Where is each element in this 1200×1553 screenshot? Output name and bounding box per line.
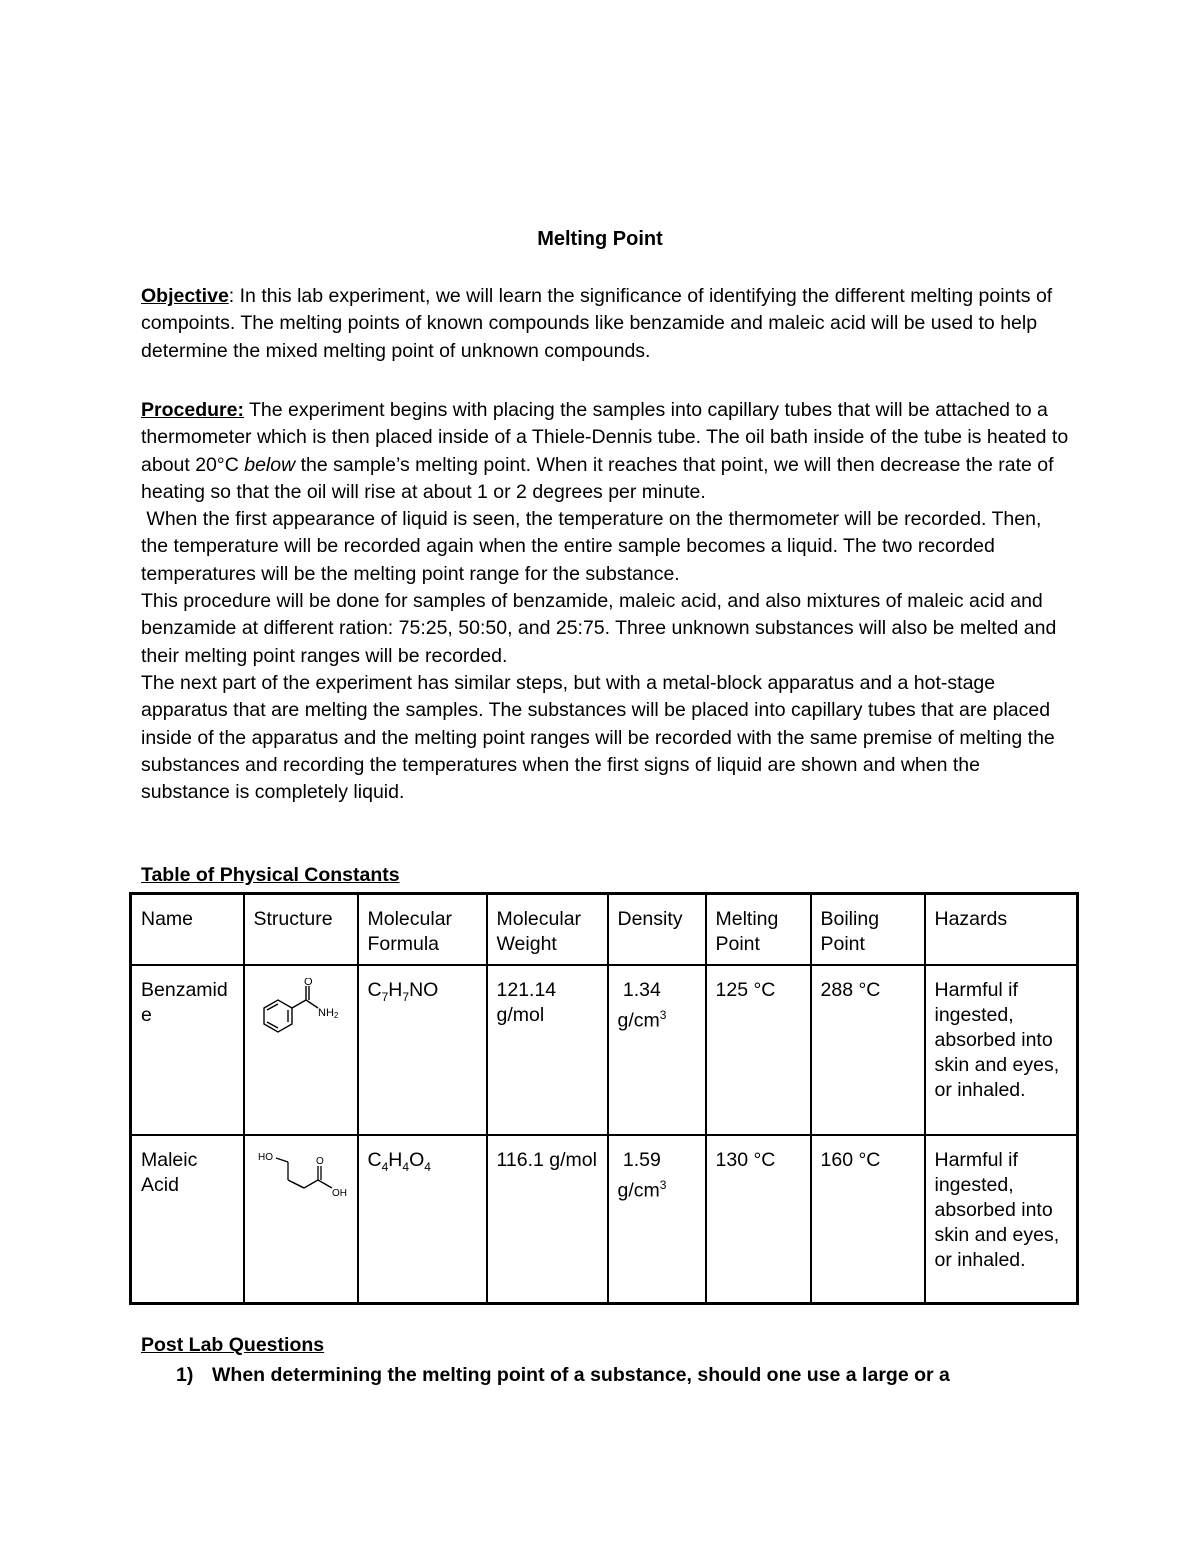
maleic-acid-structure-image — [254, 1148, 350, 1208]
hazards-cell: Harmful if ingested, absorbed into skin and eyes, or inhaled. — [925, 965, 1078, 1135]
procedure-paragraph-3: This procedure will be done for samples of benzamide, maleic acid, and also mixtures of maleic acid and benzamide at different ration: 75:25, 50:50, and 25:75. Three unknown substances will also be melted and their melting point ranges will be recorded. — [141, 590, 1057, 667]
post-lab-question-1 — [176, 1364, 950, 1387]
procedure-colon: : — [237, 399, 244, 421]
header-cell: Melting Point — [706, 894, 811, 966]
table-header-row — [131, 894, 1078, 966]
physical-constants-table — [129, 892, 1079, 1305]
page-title: Melting Point — [537, 228, 663, 250]
header-cell: Molecular Formula — [358, 894, 487, 966]
table-row — [131, 965, 1078, 1135]
procedure-text-b: the sample’s melting point. When it reaches that point, we will then decrease the rate of heating so that the oil will rise at about 1 or 2 degrees per minute. — [141, 453, 1054, 503]
structure-label-o: O — [303, 978, 313, 988]
formula-cell: $C_4H_4O_4$ — [358, 1135, 487, 1304]
header-cell: Hazards — [925, 894, 1078, 966]
header-cell: Structure — [244, 894, 358, 966]
density-cell: 1.59 $g/cm^3$ — [608, 1135, 706, 1304]
density-cell: 1.34 $g/cm^3$ — [608, 965, 706, 1135]
weight-cell: 121.14 g/mol — [487, 965, 608, 1135]
objective-text: : In this lab experiment, we will learn the significance of identifying the different melting points of compoints. The melting points of known compounds like benzamide and maleic acid will be used to help determine the mixed melting point of unknown compounds. — [141, 285, 1053, 362]
procedure-paragraph-2: When the first appearance of liquid is seen, the temperature on the thermometer will be recorded. Then, the temperature will be recorded again when the entire sample becomes a liquid. The two recorded temperatures will be the melting point range for the substance. — [141, 508, 1047, 585]
question-text: When determining the melting point of a substance, should one use a large or a — [212, 1364, 950, 1386]
header-cell: Name — [131, 894, 244, 966]
procedure-text-a: The experiment begins with placing the samples into capillary tubes that will be attached to a thermometer which is then placed inside of a Thiele-Dennis tube. The oil bath inside of the tube is heated to about 20°C — [141, 399, 1069, 476]
name-cell: Maleic Acid — [131, 1135, 244, 1304]
table-row — [131, 1135, 1078, 1304]
formula-cell: $C_7H_7NO$ — [358, 965, 487, 1135]
header-cell: Molecular Weight — [487, 894, 608, 966]
question-number: 1) — [176, 1364, 194, 1386]
hazards-cell: Harmful if ingested, absorbed into skin and eyes, or inhaled. — [925, 1135, 1078, 1304]
procedure-label: Procedure — [141, 399, 238, 421]
header-cell: Boiling Point — [811, 894, 925, 966]
melting-point-cell: 125 °C — [706, 965, 811, 1135]
table-heading: Table of Physical Constants — [141, 864, 400, 886]
post-lab-heading: Post Lab Questions — [141, 1334, 325, 1356]
procedure-paragraph-4: The next part of the experiment has similar steps, but with a metal-block apparatus and a hot-stage apparatus that are melting the samples. The substances will be placed into capillary tubes that are placed inside of the apparatus and the melting point ranges will be recorded with the same premise of melting the substances and recording the temperatures when the first signs of liquid are shown and when the substance is completely liquid. — [141, 671, 1055, 804]
structure-label-o: O — [315, 1156, 324, 1167]
benzamide-structure-image — [254, 978, 350, 1058]
boiling-point-cell: 160 °C — [811, 1135, 925, 1304]
name-cell: Benzamide — [131, 965, 244, 1135]
procedure-paragraph-1 — [141, 397, 1071, 506]
structure-label-ho: HO — [257, 1152, 273, 1163]
weight-cell: 116.1 g/mol — [487, 1135, 608, 1304]
procedure-emphasis: below — [244, 453, 296, 476]
objective-section — [141, 283, 1071, 365]
objective-label: Objective — [141, 285, 229, 307]
structure-cell — [244, 1135, 358, 1304]
structure-label-nh2: NH2 — [317, 1007, 338, 1020]
boiling-point-cell: 288 °C — [811, 965, 925, 1135]
structure-cell — [244, 965, 358, 1135]
procedure-section — [141, 397, 1071, 806]
header-cell: Density — [608, 894, 706, 966]
melting-point-cell: 130 °C — [706, 1135, 811, 1304]
structure-label-oh: OH — [331, 1188, 347, 1199]
